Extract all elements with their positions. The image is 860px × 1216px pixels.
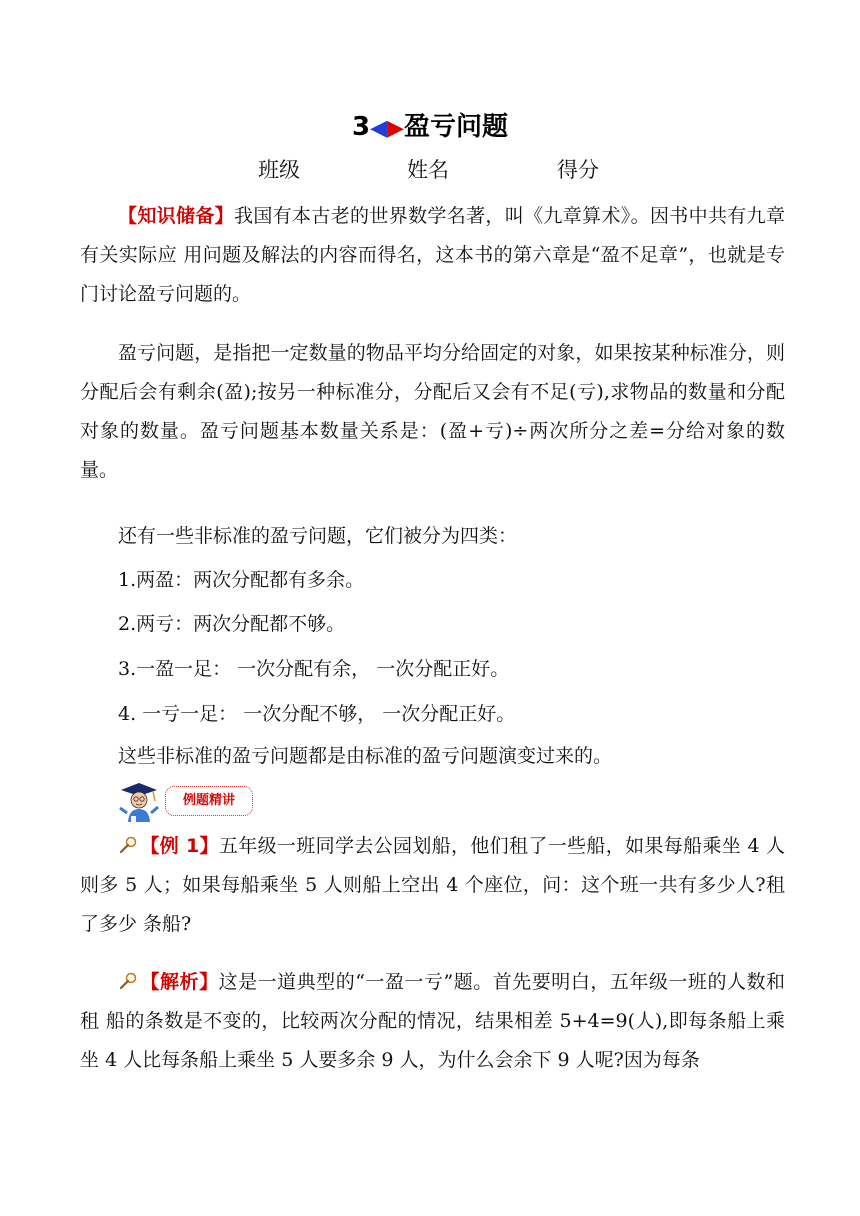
analysis-label: 【解析】 — [140, 971, 219, 993]
score-label: 得分 — [557, 158, 599, 182]
right-arrow-icon: ▶ — [387, 116, 404, 141]
magnifier-icon — [118, 835, 138, 855]
title-text: 盈亏问题 — [403, 112, 508, 142]
definition-paragraph: 盈亏问题，是指把一定数量的物品平均分给固定的对象，如果按某种标准分，则分配后会有剩余(盈);按另一种标准分，分配后又会有不足(亏),求物品的数量和分配对象的数量。盈亏问题基本数量关系是：(盈+亏)÷两次所分之差=分给对象的数量。 — [80, 342, 785, 481]
example1-paragraph — [80, 827, 785, 944]
category-item: 2.两亏：两次分配都不够。 — [118, 613, 346, 635]
knowledge-label: 【知识储备】 — [118, 205, 235, 227]
category-item: 1.两盈：两次分配都有多余。 — [118, 569, 365, 591]
analysis-text: 这是一道典型的“一盈一亏”题。首先要明白，五年级一班的人数和租 船的条数是不变的，比较两次分配的情况，结果相差 5+4=9(人),即每条船上乘 坐 4 人比每条船上乘坐 5 人要多余 9 人，为什么会余下 9 人呢?因为每条 — [80, 971, 785, 1071]
example1-text: 五年级一班同学去公园划船，他们租了一些船，如果每船乘坐 4 人则多 5 人；如果每船乘坐 5 人则船上空出 4 个座位，问：这个班一共有多少人?租了多少 条船? — [80, 835, 785, 935]
left-arrow-icon: ◀ — [370, 116, 388, 141]
nonstandard-intro: 还有一些非标准的盈亏问题，它们被分为四类： — [118, 525, 518, 547]
chapter-number: 3 — [352, 112, 371, 142]
knowledge-paragraph — [80, 197, 785, 314]
page-title — [0, 110, 860, 146]
name-label: 姓名 — [407, 158, 449, 182]
class-label: 班级 — [258, 158, 300, 182]
example-badge: 例题精讲 — [165, 786, 253, 816]
category-item: 3.一盈一足： 一次分配有余， 一次分配正好。 — [118, 658, 510, 680]
analysis-paragraph — [80, 963, 785, 1080]
magnifier-icon — [118, 971, 138, 991]
category-item: 4. 一亏一足： 一次分配不够， 一次分配正好。 — [118, 703, 516, 725]
example1-label: 【例 1】 — [140, 835, 219, 857]
conclusion-text: 这些非标准的盈亏问题都是由标准的盈亏问题演变过来的。 — [118, 745, 613, 767]
teacher-icon — [115, 780, 161, 826]
knowledge-text: 我国有本古老的世界数学名著，叫《九章算术》。因书中共有九章有关实际应 用问题及解法的内容而得名，这本书的第六章是“盈不足章”，也就是专门讨论盈亏问题的。 — [80, 205, 785, 305]
